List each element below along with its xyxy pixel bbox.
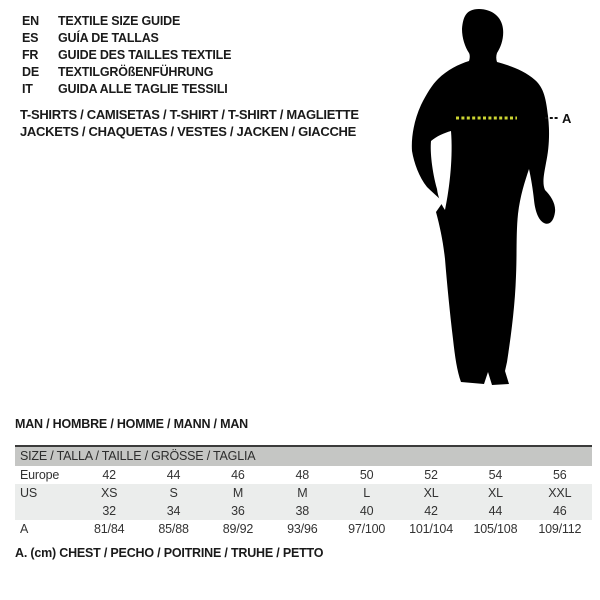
table-cell: 109/112 xyxy=(538,522,582,536)
table-cell: 85/88 xyxy=(158,522,189,536)
guide-title-en: TEXTILE SIZE GUIDE xyxy=(58,14,181,28)
table-cell: 42 xyxy=(102,468,116,482)
table-row-us xyxy=(15,484,592,502)
table-cell: 81/84 xyxy=(94,522,125,536)
table-cell: XS xyxy=(101,486,118,500)
table-cell: 101/104 xyxy=(409,522,453,536)
table-cell: XXL xyxy=(548,486,572,500)
table-cell: 32 xyxy=(102,504,116,518)
language-code: ES xyxy=(22,31,39,45)
table-row-europe xyxy=(15,466,592,484)
table-row-numeric xyxy=(15,502,592,520)
table-cell: 54 xyxy=(488,468,503,482)
language-code: IT xyxy=(22,82,33,96)
product-line-tshirts: T-SHIRTS / CAMISETAS / T-SHIRT / T-SHIRT / MAGLIETTE xyxy=(20,107,359,122)
table-cell: S xyxy=(169,486,178,500)
guide-title-es: GUÍA DE TALLAS xyxy=(58,31,159,45)
row-label: Europe xyxy=(20,468,60,482)
table-row-a-chest xyxy=(15,520,592,538)
table-cell: 34 xyxy=(166,504,181,518)
table-cell: XL xyxy=(487,486,503,500)
table-cell: M xyxy=(297,486,308,500)
language-code: FR xyxy=(22,48,39,62)
table-cell: 93/96 xyxy=(287,522,318,536)
table-cell: 89/92 xyxy=(222,522,254,536)
table-cell: 44 xyxy=(488,504,503,518)
guide-title-fr: GUIDE DES TAILLES TEXTILE xyxy=(58,48,232,62)
language-row-fr xyxy=(22,47,231,64)
table-cell: 56 xyxy=(553,468,567,482)
table-cell: 40 xyxy=(359,504,374,518)
table-cell: 38 xyxy=(295,504,310,518)
man-silhouette-svg xyxy=(403,2,575,390)
table-cell: 44 xyxy=(166,468,181,482)
language-row-en xyxy=(22,13,231,30)
section-heading-man: MAN / HOMBRE / HOMME / MANN / MAN xyxy=(15,417,248,431)
table-cell: 36 xyxy=(231,504,245,518)
table-cell: XL xyxy=(423,486,439,500)
guide-title-de: TEXTILGRÖßENFÜHRUNG xyxy=(58,65,214,79)
table-cell: 48 xyxy=(295,468,310,482)
language-code: DE xyxy=(22,65,39,79)
man-silhouette-figure xyxy=(403,2,575,390)
row-label: US xyxy=(20,486,37,500)
table-cell: 42 xyxy=(424,504,438,518)
language-row-it xyxy=(22,81,231,98)
language-row-es xyxy=(22,30,231,47)
product-line-jackets: JACKETS / CHAQUETAS / VESTES / JACKEN / GIACCHE xyxy=(20,124,356,139)
product-categories xyxy=(20,106,359,140)
language-code: EN xyxy=(22,14,39,28)
table-cell: 46 xyxy=(231,468,245,482)
man-silhouette-path xyxy=(412,9,555,385)
footnote-chest-measure: A. (cm) CHEST / PECHO / POITRINE / TRUHE / PETTO xyxy=(15,546,324,560)
row-label: A xyxy=(20,522,29,536)
row-label xyxy=(15,502,77,520)
table-cell: L xyxy=(363,486,371,500)
language-row-de xyxy=(22,64,231,81)
table-cell: 46 xyxy=(553,504,567,518)
table-cell: 52 xyxy=(424,468,438,482)
measure-label-a: A xyxy=(562,111,572,126)
size-table xyxy=(15,445,592,538)
table-cell: 50 xyxy=(359,468,374,482)
size-table-header: SIZE / TALLA / TAILLE / GRÖSSE / TAGLIA xyxy=(15,447,592,466)
guide-title-it: GUIDA ALLE TAGLIE TESSILI xyxy=(58,82,228,96)
table-cell: 105/108 xyxy=(473,522,518,536)
table-cell: 97/100 xyxy=(348,522,386,536)
table-cell: M xyxy=(232,486,244,500)
language-guide-list xyxy=(22,13,231,98)
